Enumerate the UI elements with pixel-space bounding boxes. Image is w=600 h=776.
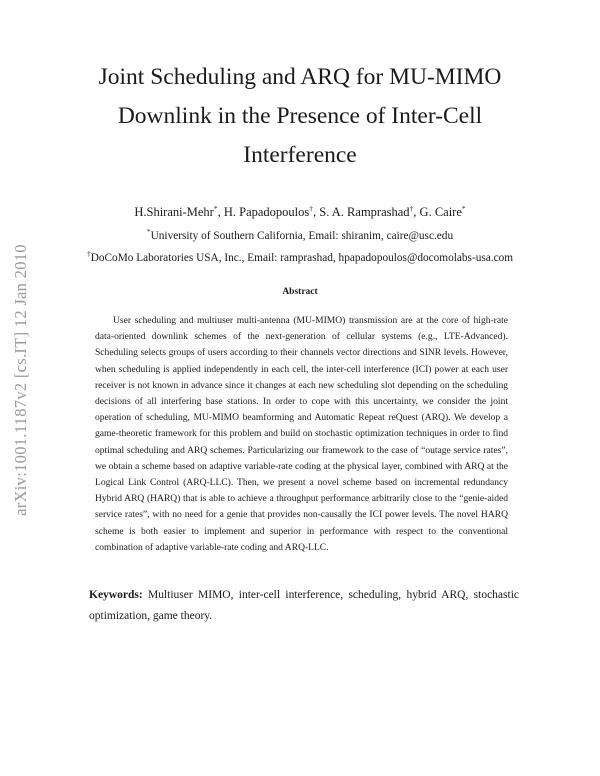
affiliation-usc: [40, 229, 560, 243]
author-list: H.Shirani-Mehr*, H. Papadopoulos†, S. A. Ramprashad†, G. Caire*: [134, 203, 466, 219]
author-name: G. Caire: [419, 205, 462, 219]
affiliation-mark: *: [146, 227, 151, 237]
keywords-label: Keywords:: [89, 589, 143, 601]
affiliation-mark: †: [86, 249, 91, 259]
title-line: Interference: [243, 142, 357, 168]
author-affiliation-mark: †: [409, 203, 414, 213]
author-name: H.Shirani-Mehr: [134, 205, 214, 219]
arxiv-identifier-stamp: [7, 210, 35, 550]
abstract-heading: Abstract: [282, 287, 318, 297]
author-affiliation-mark: *: [461, 203, 466, 213]
author-affiliation-mark: *: [213, 203, 218, 213]
author-name: S. A. Ramprashad: [319, 205, 410, 219]
title-line: Joint Scheduling and ARQ for MU-MIMO: [98, 64, 502, 90]
abstract-text: User scheduling and multiuser multi-antenna (MU-MIMO) transmission are at the core of high-rate data-oriented downlink schemes of the next-generation of cellular systems (e.g., LTE-Advanced). Scheduling selects groups of users according to their channels vector directions and SINR levels. However, when scheduling is applied independently in each cell, the inter-cell interference (ICI) power at each user receiver is not known in advance since it changes at each new scheduling slot depending on the scheduling decisions of all interfering base stations. In order to cope with this uncertainty, we consider the joint operation of scheduling, MU-MIMO beamforming and Automatic Repeat reQuest (ARQ). We develop a game-theoretic framework for this problem and build on stochastic optimization techniques in order to find optimal scheduling and ARQ schemes. Particularizing our framework to the case of “outage service rates”, we obtain a scheme based on adaptive variable-rate coding at the physical layer, combined with ARQ at the Logical Link Control (ARQ-LLC). Then, we present a novel scheme based on incremental redundancy Hybrid ARQ (HARQ) that is able to achieve a throughput performance arbitrarily close to the “genie-aided service rates”, with no need for a genie that provides non-causally the ICI power levels. The novel HARQ scheme is both easier to implement and superior in performance with respect to the conventional combination of adaptive variable-rate coding and ARQ-LLC.: [95, 315, 508, 553]
title-line: Downlink in the Presence of Inter-Cell: [117, 103, 483, 129]
affiliation-docomo: [40, 251, 560, 265]
affiliation-text: University of Southern California, Email: shiranim, caire@usc.edu: [150, 230, 454, 242]
arxiv-identifier-text: arXiv:1001.1187v2 [cs.IT] 12 Jan 2010: [11, 244, 30, 516]
author-name: H. Papadopoulos: [223, 205, 310, 219]
keywords-text: Multiuser MIMO, inter-cell interference, scheduling, hybrid ARQ, stochastic optimization, game theory.: [89, 589, 519, 622]
paper-title: [60, 58, 540, 175]
affiliation-text: DoCoMo Laboratories USA, Inc., Email: ramprashad, hpapadopoulos@docomolabs-usa.com: [90, 252, 514, 264]
keywords-paragraph: [89, 585, 519, 627]
author-affiliation-mark: †: [309, 203, 314, 213]
